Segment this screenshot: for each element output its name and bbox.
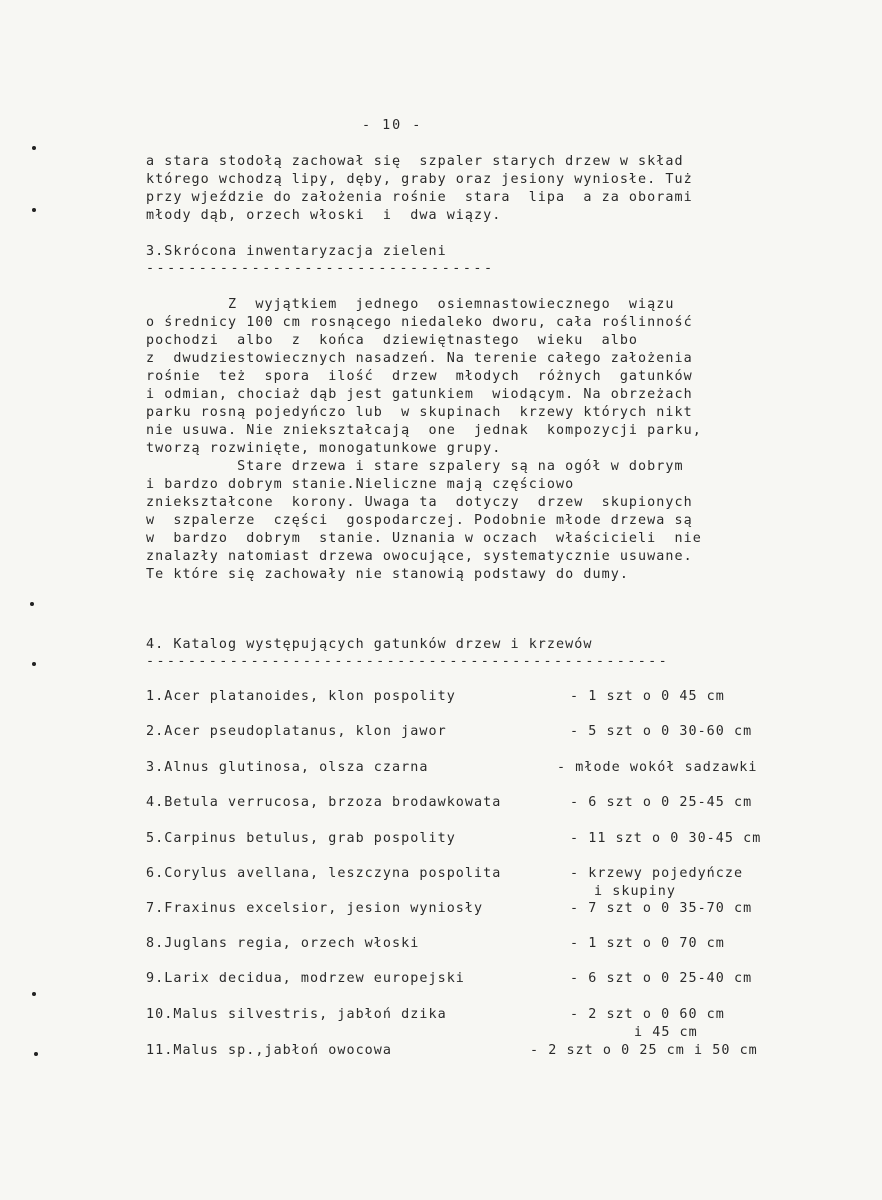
catalog-item-value-continued: i skupiny bbox=[594, 884, 677, 899]
text-line: Stare drzewa i stare szpalery są na ogół w dobrym bbox=[146, 459, 684, 474]
catalog-item-name: 7.Fraxinus excelsior, jesion wyniosły bbox=[146, 901, 484, 916]
catalog-item-value-continued: i 45 cm bbox=[634, 1025, 698, 1040]
catalog-item-name: 5.Carpinus betulus, grab pospolity bbox=[146, 831, 456, 846]
text-line: znalazły natomiast drzewa owocujące, systematycznie usuwane. bbox=[146, 549, 693, 564]
text-line: zniekształcone korony. Uwaga ta dotyczy drzew skupionych bbox=[146, 495, 693, 510]
text-line: młody dąb, orzech włoski i dwa wiązy. bbox=[146, 208, 502, 223]
binder-hole-mark bbox=[32, 146, 36, 150]
catalog-item-name: 8.Juglans regia, orzech włoski bbox=[146, 936, 420, 951]
catalog-item-name: 9.Larix decidua, modrzew europejski bbox=[146, 971, 465, 986]
catalog-item-name: 2.Acer pseudoplatanus, klon jawor bbox=[146, 724, 447, 739]
text-line: w bardzo dobrym stanie. Uznania w oczach właścicieli nie bbox=[146, 531, 702, 546]
catalog-item-name: 1.Acer platanoides, klon pospolity bbox=[146, 689, 456, 704]
heading-underline: --------------------------------- bbox=[146, 261, 495, 276]
catalog-item-value: - 7 szt o 0 35-70 cm bbox=[570, 901, 753, 916]
catalog-item-name: 4.Betula verrucosa, brzoza brodawkowata bbox=[146, 795, 502, 810]
catalog-item-name: 10.Malus silvestris, jabłoń dzika bbox=[146, 1007, 447, 1022]
text-line: i odmian, chociaż dąb jest gatunkiem wiodącym. Na obrzeżach bbox=[146, 387, 693, 402]
catalog-item-value: - 1 szt o 0 70 cm bbox=[570, 936, 725, 951]
section-heading: 3.Skrócona inwentaryzacja zieleni bbox=[146, 244, 447, 259]
text-line: Z wyjątkiem jednego osiemnastowiecznego wiązu bbox=[146, 297, 675, 312]
page-number: - 10 - bbox=[362, 118, 423, 133]
text-line: pochodzi albo z końca dziewiętnastego wieku albo bbox=[146, 333, 639, 348]
binder-hole-mark bbox=[30, 602, 34, 606]
catalog-item-value: - 5 szt o 0 30-60 cm bbox=[570, 724, 753, 739]
text-line: przy wjeździe do założenia rośnie stara lipa a za oborami bbox=[146, 190, 693, 205]
text-line: o średnicy 100 cm rosnącego niedaleko dworu, cała roślinność bbox=[146, 315, 693, 330]
binder-hole-mark bbox=[34, 1052, 38, 1056]
binder-hole-mark bbox=[32, 662, 36, 666]
catalog-item-value: - młode wokół sadzawki bbox=[557, 760, 758, 775]
catalog-item-value: - 6 szt o 0 25-40 cm bbox=[570, 971, 753, 986]
text-line: i bardzo dobrym stanie.Nieliczne mają częściowo bbox=[146, 477, 575, 492]
binder-hole-mark bbox=[32, 208, 36, 212]
text-line: rośnie też spora ilość drzew młodych różnych gatunków bbox=[146, 369, 693, 384]
text-line: w szpalerze części gospodarczej. Podobnie młode drzewa są bbox=[146, 513, 693, 528]
text-line: nie usuwa. Nie zniekształcają one jednak kompozycji parku, bbox=[146, 423, 702, 438]
catalog-item-value: - 11 szt o 0 30-45 cm bbox=[570, 831, 762, 846]
section-heading: 4. Katalog występujących gatunków drzew i krzewów bbox=[146, 637, 593, 652]
text-line: Te które się zachowały nie stanowią podstawy do dumy. bbox=[146, 567, 629, 582]
text-line: z dwudziestowiecznych nasadzeń. Na terenie całego założenia bbox=[146, 351, 693, 366]
text-line: którego wchodzą lipy, dęby, graby oraz jesiony wyniosłe. Tuż bbox=[146, 172, 693, 187]
catalog-item-value: - krzewy pojedyńcze bbox=[570, 866, 744, 881]
text-line: parku rosną pojedyńczo lub w skupinach krzewy których nikt bbox=[146, 405, 693, 420]
binder-hole-mark bbox=[32, 992, 36, 996]
catalog-item-value: - 6 szt o 0 25-45 cm bbox=[570, 795, 753, 810]
catalog-item-value: - 1 szt o 0 45 cm bbox=[570, 689, 725, 704]
catalog-item-name: 3.Alnus glutinosa, olsza czarna bbox=[146, 760, 429, 775]
text-line: tworzą rozwinięte, monogatunkowe grupy. bbox=[146, 441, 502, 456]
heading-underline: -------------------------------------------------- bbox=[146, 654, 670, 669]
catalog-item-name: 11.Malus sp.,jabłoń owocowa bbox=[146, 1043, 393, 1058]
catalog-item-value: - 2 szt o 0 60 cm bbox=[570, 1007, 725, 1022]
text-line: a stara stodołą zachował się szpaler starych drzew w skład bbox=[146, 154, 684, 169]
catalog-item-name: 6.Corylus avellana, leszczyna pospolita bbox=[146, 866, 502, 881]
catalog-item-value: - 2 szt o 0 25 cm i 50 cm bbox=[530, 1043, 758, 1058]
